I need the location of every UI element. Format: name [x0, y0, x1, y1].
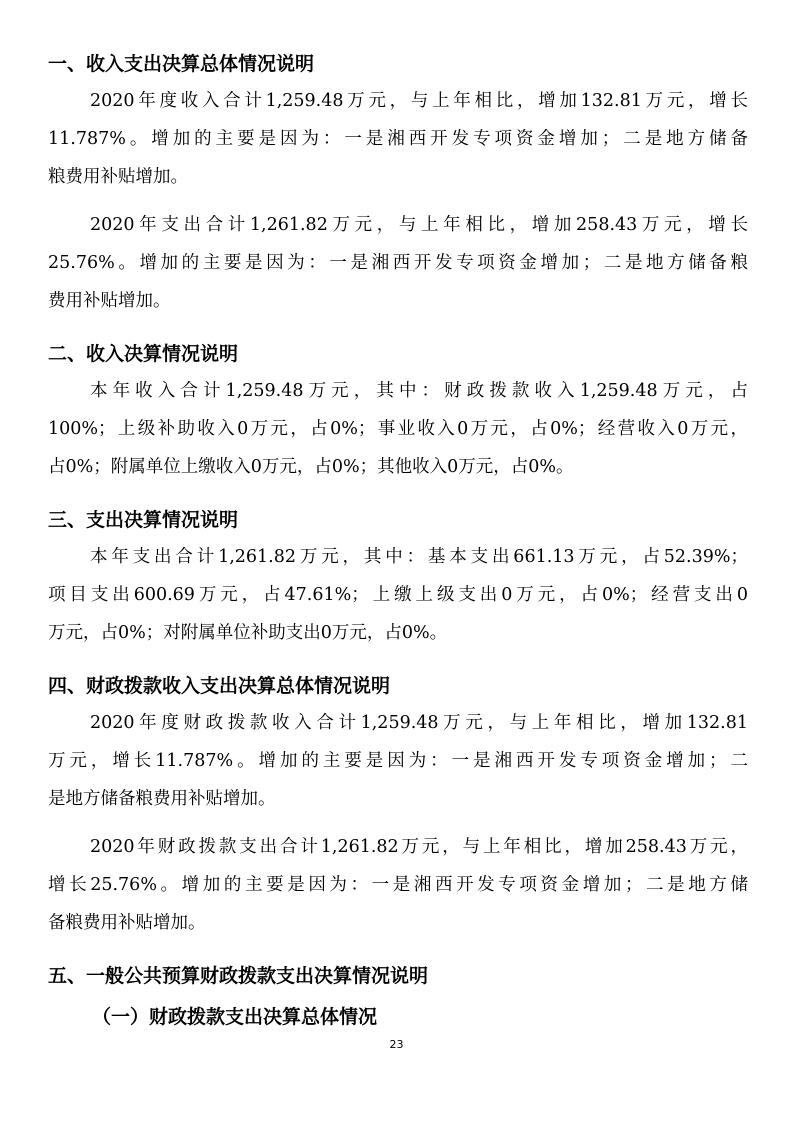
- page-number: 23: [389, 1038, 404, 1051]
- section-4-paragraph-2: [48, 828, 748, 942]
- section-3-paragraph-1: [48, 538, 748, 652]
- paragraph-line: 2020年度收入合计1,259.48万元，与上年相比，增加132.81万元，增长: [90, 91, 748, 111]
- section-4-paragraph-1: [48, 704, 748, 818]
- paragraph-line: 本年支出合计1,261.82万元，其中：基本支出661.13万元，占52.39%；: [90, 547, 748, 567]
- section-3-heading: 三、支出决算情况说明: [48, 509, 239, 531]
- section-5-sub-heading: （一）财政拨款支出决算总体情况: [92, 1006, 378, 1028]
- section-2-paragraph-1: [48, 372, 748, 486]
- paragraph-line: 11.787%。增加的主要是因为：一是湘西开发专项资金增加；二是地方储备: [48, 129, 748, 149]
- paragraph-line: 万元，增长11.787%。增加的主要是因为：一是湘西开发专项资金增加；二: [48, 751, 748, 771]
- paragraph-line: 项目支出600.69万元，占47.61%；上缴上级支出0万元，占0%；经营支出0: [48, 585, 748, 605]
- section-1-heading: 一、收入支出决算总体情况说明: [48, 53, 315, 75]
- paragraph-line: 2020年财政拨款支出合计1,261.82万元，与上年相比，增加258.43万元，: [90, 837, 748, 857]
- paragraph-line: 万元，占0%；对附属单位补助支出0万元，占0%。: [48, 623, 448, 643]
- section-2-heading: 二、收入决算情况说明: [48, 343, 239, 365]
- section-1-paragraph-2: [48, 206, 748, 320]
- paragraph-line: 2020年支出合计1,261.82万元，与上年相比，增加258.43万元，增长: [90, 215, 748, 235]
- paragraph-line: 费用补贴增加。: [48, 291, 171, 311]
- paragraph-line: 增长25.76%。增加的主要是因为：一是湘西开发专项资金增加；二是地方储: [48, 875, 748, 895]
- section-4-heading: 四、财政拨款收入支出决算总体情况说明: [48, 675, 391, 697]
- section-1-paragraph-1: [48, 82, 748, 196]
- paragraph-line: 占0%；附属单位上缴收入0万元，占0%；其他收入0万元，占0%。: [48, 457, 574, 477]
- paragraph-line: 本年收入合计1,259.48万元，其中：财政拨款收入1,259.48万元，占: [90, 381, 748, 401]
- section-5-heading: 五、一般公共预算财政拨款支出决算情况说明: [48, 965, 429, 987]
- paragraph-line: 100%；上级补助收入0万元，占0%；事业收入0万元，占0%；经营收入0万元，: [48, 419, 748, 439]
- paragraph-line: 25.76%。增加的主要是因为：一是湘西开发专项资金增加；二是地方储备粮: [48, 253, 748, 273]
- paragraph-line: 粮费用补贴增加。: [48, 167, 188, 187]
- paragraph-line: 备粮费用补贴增加。: [48, 913, 206, 933]
- paragraph-line: 2020年度财政拨款收入合计1,259.48万元，与上年相比，增加132.81: [90, 713, 748, 733]
- paragraph-line: 是地方储备粮费用补贴增加。: [48, 789, 276, 809]
